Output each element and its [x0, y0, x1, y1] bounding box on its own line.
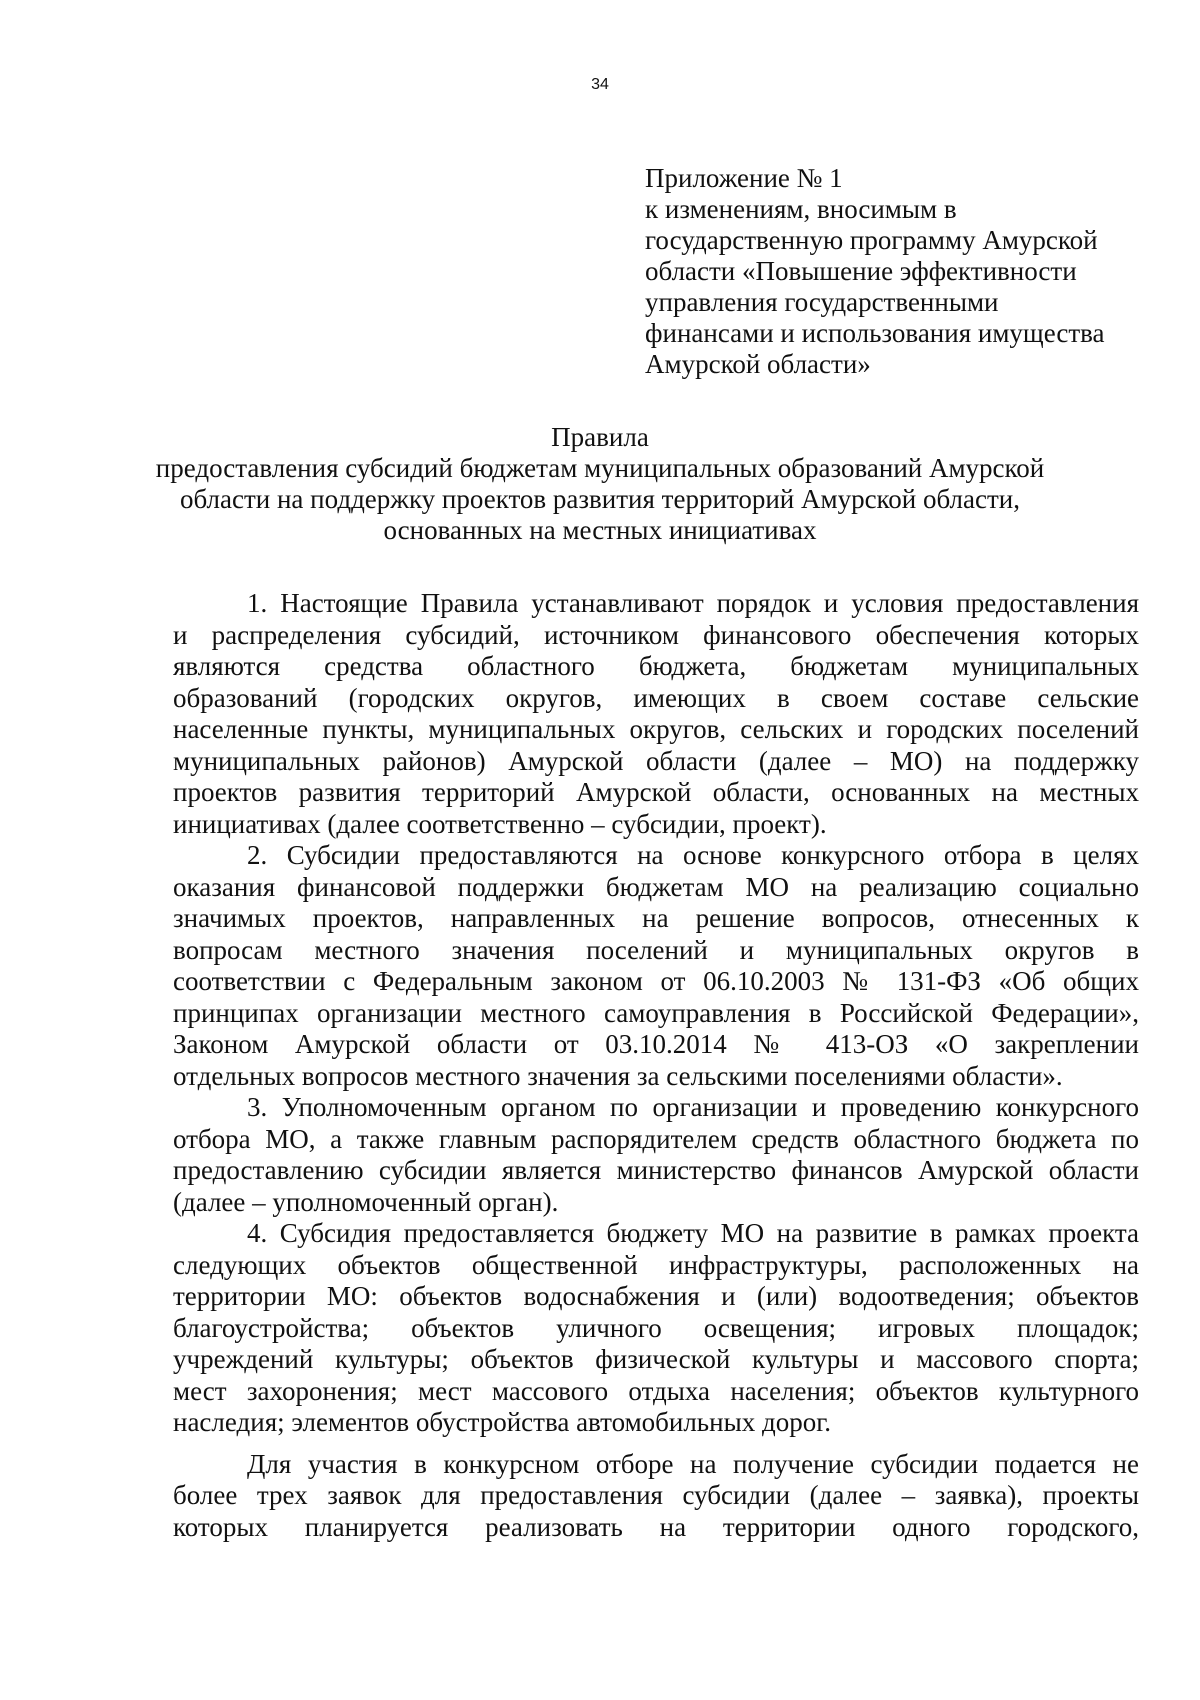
paragraph-2	[173, 840, 1139, 1092]
document-title	[150, 422, 1050, 546]
paragraph-5	[173, 1449, 1139, 1544]
text-line: 1. Настоящие Правила устанавливают порядок и условия предоставления	[247, 588, 1139, 618]
text-line: предоставлению субсидии является министерство финансов Амурской области	[173, 1155, 1139, 1185]
text-line: Законом Амурской области от 03.10.2014 № 413-ОЗ «О закреплении	[173, 1029, 1139, 1059]
text-line: инициативах (далее соответственно – субсидии, проект).	[173, 808, 827, 839]
text-line: оказания финансовой поддержки бюджетам МО на реализацию социально	[173, 871, 1139, 902]
appendix-line: финансами и использования имущества	[645, 318, 1105, 348]
text-line: следующих объектов общественной инфраструктуры, расположенных на	[173, 1249, 1139, 1280]
text-line: образований (городских округов, имеющих в своем составе сельские	[173, 682, 1139, 713]
appendix-line: управления государственными	[645, 287, 999, 317]
paragraph-gap	[173, 1439, 1139, 1449]
text-line: отбора МО, а также главным распорядителем средств областного бюджета по	[173, 1123, 1139, 1154]
appendix-line: Приложение № 1	[645, 163, 843, 193]
text-line: и распределения субсидий, источником финансового обеспечения которых	[173, 619, 1139, 650]
text-line: Для участия в конкурсном отборе на получение субсидии подается не	[247, 1448, 1139, 1479]
appendix-header	[645, 163, 1165, 380]
text-line: отдельных вопросов местного значения за сельскими поселениями области».	[173, 1060, 1063, 1091]
appendix-line: Амурской области»	[645, 349, 871, 379]
text-line: муниципальных районов) Амурской области (далее – МО) на поддержку	[173, 745, 1139, 776]
text-line: вопросам местного значения поселений и муниципальных округов в	[173, 934, 1139, 965]
text-line: проектов развития территорий Амурской области, основанных на местных	[173, 777, 1139, 807]
document-body	[173, 588, 1139, 1543]
text-line: благоустройства; объектов уличного освещения; игровых площадок;	[173, 1312, 1139, 1343]
text-line: мест захоронения; мест массового отдыха населения; объектов культурного	[173, 1375, 1139, 1406]
title-heading: Правила	[551, 422, 649, 452]
text-line: учреждений культуры; объектов физической культуры и массового спорта;	[173, 1344, 1139, 1374]
page-number: 34	[591, 76, 609, 93]
text-line: являются средства областного бюджета, бюджетам муниципальных	[173, 651, 1139, 681]
appendix-line: к изменениям, вносимым в	[645, 194, 957, 224]
paragraph-1	[173, 588, 1139, 840]
title-line: области на поддержку проектов развития территорий Амурской области,	[179, 484, 1021, 514]
text-line: 4. Субсидия предоставляется бюджету МО на развитие в рамках проекта	[247, 1218, 1139, 1248]
appendix-line: государственную программу Амурской	[645, 225, 1098, 255]
paragraph-3	[173, 1092, 1139, 1218]
text-line: 3. Уполномоченным органом по организации и проведению конкурсного	[247, 1092, 1139, 1122]
text-line: принципах организации местного самоуправления в Российской Федерации»,	[173, 997, 1139, 1028]
text-line: наследия; элементов обустройства автомобильных дорог.	[173, 1407, 831, 1437]
title-line: основанных на местных инициативах	[383, 515, 817, 545]
text-line: значимых проектов, направленных на решение вопросов, отнесенных к	[173, 903, 1139, 933]
text-line: более трех заявок для предоставления субсидии (далее – заявка), проекты	[173, 1480, 1139, 1510]
paragraph-4	[173, 1218, 1139, 1439]
text-line: населенные пункты, муниципальных округов, сельских и городских поселений	[173, 714, 1139, 744]
text-line: 2. Субсидии предоставляются на основе конкурсного отбора в целях	[247, 840, 1139, 870]
title-line: предоставления субсидий бюджетам муниципальных образований Амурской	[155, 453, 1045, 483]
text-line: которых планируется реализовать на территории одного городского,	[173, 1511, 1139, 1542]
text-line: (далее – уполномоченный орган).	[173, 1186, 559, 1217]
appendix-line: области «Повышение эффективности	[645, 256, 1077, 286]
text-line: соответствии с Федеральным законом от 06.10.2003 № 131-ФЗ «Об общих	[173, 966, 1139, 996]
text-line: территории МО: объектов водоснабжения и (или) водоотведения; объектов	[173, 1281, 1139, 1311]
